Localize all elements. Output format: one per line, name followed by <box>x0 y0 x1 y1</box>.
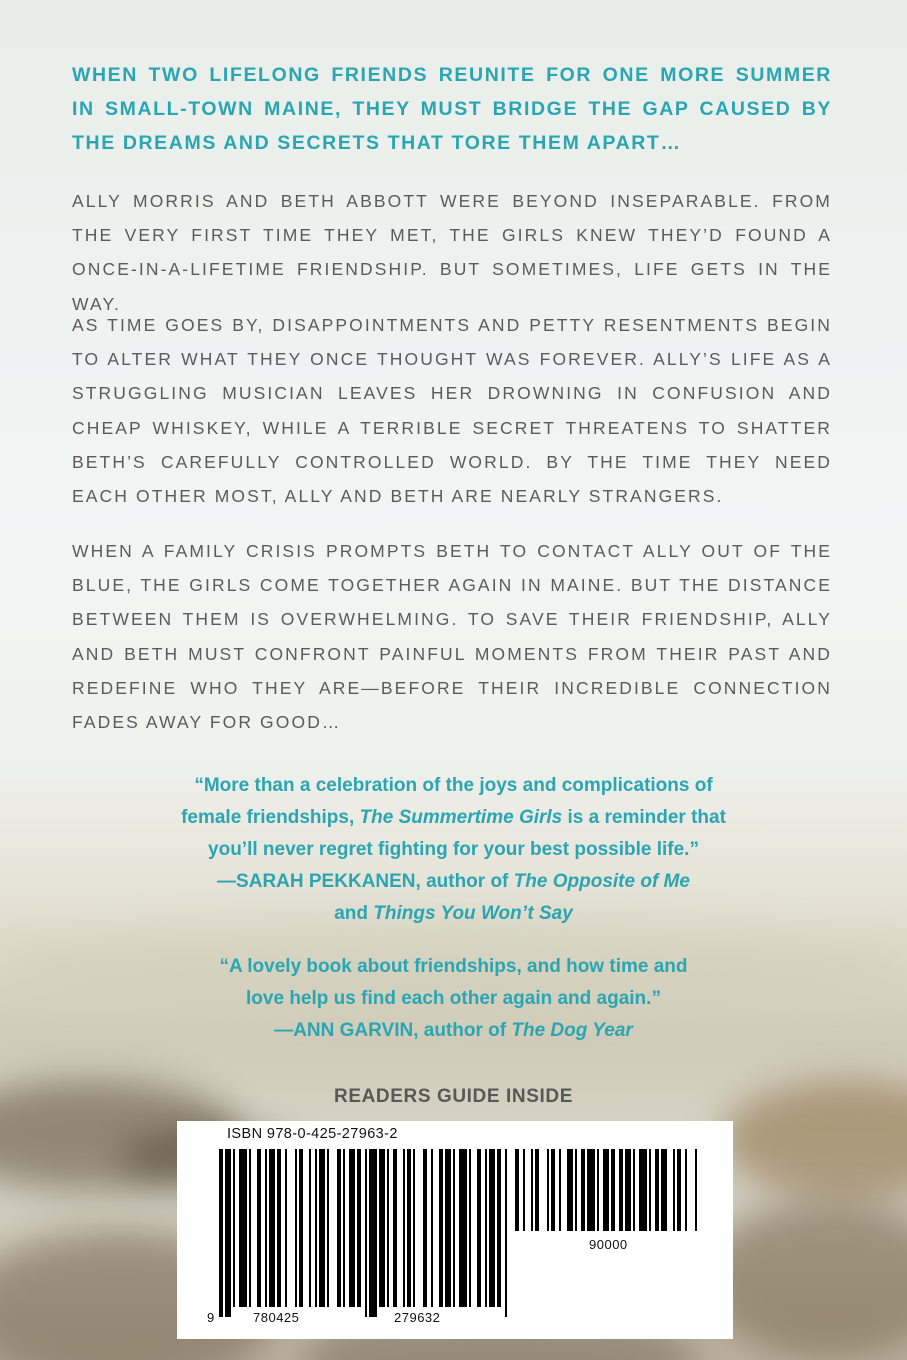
attribution-text: —SARAH PEKKANEN, author of <box>217 871 514 892</box>
book-title: The Summertime Girls <box>359 807 563 828</box>
barcode-right-digits: 279632 <box>394 1310 441 1325</box>
blurb-attribution <box>0 898 907 930</box>
blurb-quote-text: female friendships, <box>181 807 360 828</box>
author-book-title: The Opposite of Me <box>513 871 690 892</box>
blurb-quote-line: “More than a celebration of the joys and complications of <box>194 775 713 796</box>
blurb-quote-line: love help us find each other again and again.” <box>246 988 661 1009</box>
barcode-addon-digits: 90000 <box>589 1237 628 1252</box>
author-book-title: The Dog Year <box>511 1020 633 1041</box>
synopsis-paragraph-3: WHEN A FAMILY CRISIS PROMPTS BETH TO CONTACT ALLY OUT OF THE BLUE, THE GIRLS COME TOGETHER AGAIN IN MAINE. BUT THE DISTANCE BETWEEN THEM IS OVERWHELMING. TO SAVE THEIR FRIENDSHIP, ALLY AND BETH MUST CONFRONT PAINFUL MOMENTS FROM THEIR PAST AND REDEFINE WHO THEY ARE—BEFORE THEIR INCREDIBLE CONNECTION FADES AWAY FOR GOOD… <box>72 541 832 733</box>
attribution-text: and <box>334 903 374 924</box>
isbn-label: ISBN 978-0-425-27963-2 <box>227 1126 398 1142</box>
blurb-attribution <box>0 866 907 898</box>
blurb-attribution <box>0 1015 907 1047</box>
attribution-text: —ANN GARVIN, author of <box>274 1020 512 1041</box>
blurb-garvin <box>0 951 907 1047</box>
headline: WHEN TWO LIFELONG FRIENDS REUNITE FOR ONE MORE SUMMER IN SMALL-TOWN MAINE, THEY MUST BRIDGE THE GAP CAUSED BY THE DREAMS AND SECRETS THAT TORE THEM APART… <box>72 64 832 154</box>
synopsis-paragraph-1: ALLY MORRIS AND BETH ABBOTT WERE BEYOND INSEPARABLE. FROM THE VERY FIRST TIME THEY MET, THE GIRLS KNEW THEY’D FOUND A ONCE-IN-A-LIFETIME FRIENDSHIP. BUT SOMETIMES, LIFE GETS IN THE WAY. <box>72 191 832 314</box>
blurb-quote-line: “A lovely book about friendships, and how time and <box>219 956 688 977</box>
blurb-pekkanen <box>0 770 907 930</box>
barcode-left-digits: 780425 <box>253 1310 300 1325</box>
author-book-title: Things You Won’t Say <box>373 903 573 924</box>
blurb-quote-line <box>0 802 907 834</box>
readers-guide-label: READERS GUIDE INSIDE <box>334 1086 573 1107</box>
barcode-first-digit: 9 <box>207 1310 215 1325</box>
barcode-bars <box>177 1121 733 1339</box>
blurb-quote-line: you’ll never regret fighting for your best possible life.” <box>208 839 699 860</box>
isbn-barcode <box>177 1121 733 1339</box>
blurb-quote-text: is a reminder that <box>562 807 726 828</box>
synopsis-paragraph-2: AS TIME GOES BY, DISAPPOINTMENTS AND PETTY RESENTMENTS BEGIN TO ALTER WHAT THEY ONCE THOUGHT WAS FOREVER. ALLY’S LIFE AS A STRUGGLING MUSICIAN LEAVES HER DROWNING IN CONFUSION AND CHEAP WHISKEY, WHILE A TERRIBLE SECRET THREATENS TO SHATTER BETH’S CAREFULLY CONTROLLED WORLD. BY THE TIME THEY NEED EACH OTHER MOST, ALLY AND BETH ARE NEARLY STRANGERS. <box>72 315 832 507</box>
